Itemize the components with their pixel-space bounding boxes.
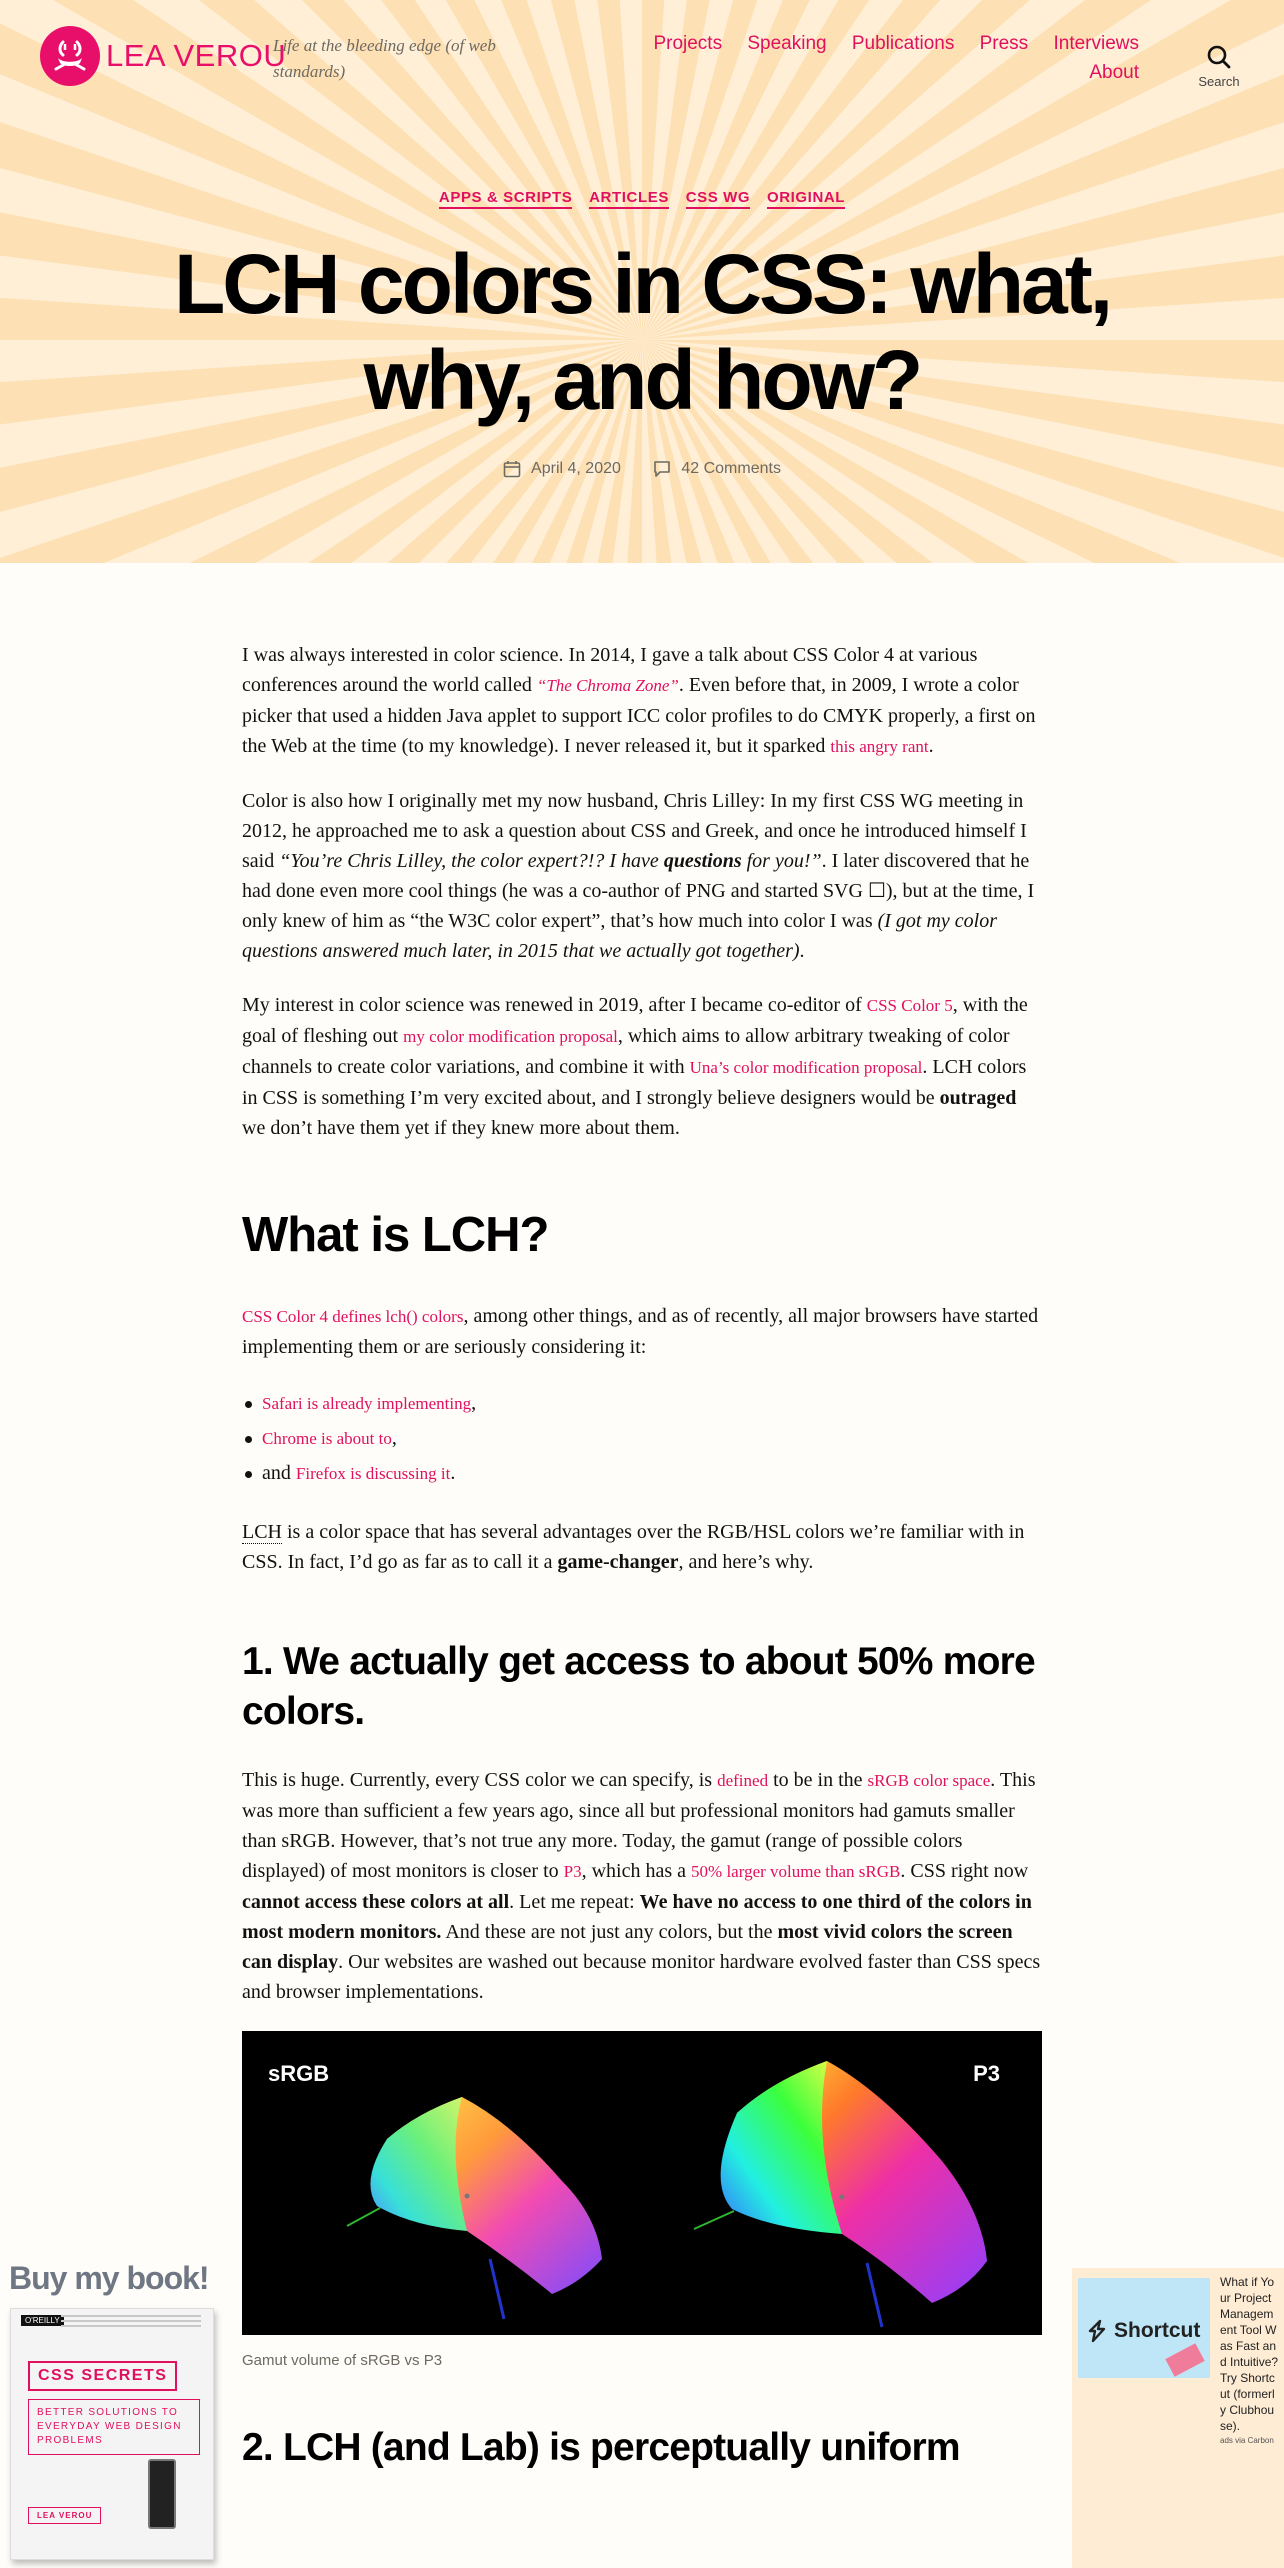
list-item	[242, 1456, 1042, 1491]
text: we don’t have them yet if they knew more about them.	[242, 1117, 680, 1139]
gamut-figure	[242, 2031, 1042, 2371]
text: , with the goal of fleshing out	[242, 994, 1028, 1047]
text: is a color space that has several advantages over the RGB/HSL colors we’re familiar with in CSS. In fact, I’d go as far as to call it a	[242, 1521, 1025, 1573]
site-name: LEA VEROU	[106, 38, 287, 73]
ad-image[interactable]	[1078, 2278, 1210, 2378]
abbr-lch: LCH	[242, 1521, 282, 1543]
article-body	[242, 640, 1042, 2501]
site-logo[interactable]	[40, 26, 286, 86]
eraser-illustration	[1165, 2343, 1204, 2377]
post-comments-text: 42 Comments	[681, 460, 781, 477]
figure-caption: Gamut volume of sRGB vs P3	[242, 2352, 443, 2369]
text: . CSS right now	[900, 1860, 1029, 1882]
section-heading: 2. LCH (and Lab) is perceptually uniform	[242, 2426, 960, 2469]
carbon-ad[interactable]	[1072, 2268, 1284, 2568]
ad-copy[interactable]	[1220, 2274, 1280, 2445]
comment-icon	[653, 460, 671, 478]
link-chroma-zone[interactable]	[537, 676, 679, 695]
paragraph	[242, 640, 1042, 762]
link-css-color-5[interactable]: CSS Color 5	[866, 996, 953, 1015]
post-title: LCH colors in CSS: what, why, and how?	[173, 237, 1111, 427]
ad-brand: Shortcut	[1114, 2319, 1201, 2342]
list-item	[242, 1421, 1042, 1456]
text: And these are not just any colors, but the	[441, 1921, 778, 1943]
shortcut-logo	[1084, 2318, 1200, 2344]
text: . This was more than sufficient a few years ago, since all but professional monitors had gamuts smaller than sRGB. However, that’s not true any more. Today, the gamut (range of possible colors displayed) of most monitors is closer to	[242, 1769, 1036, 1882]
category-original[interactable]: ORIGINAL	[767, 189, 845, 209]
post-date[interactable]	[503, 460, 621, 478]
text: , which has a	[581, 1860, 692, 1882]
link-p3[interactable]: P3	[563, 1862, 582, 1881]
phone-illustration	[148, 2459, 176, 2529]
book-subtitle: BETTER SOLUTIONS TO EVERYDAY WEB DESIGN PROBLEMS	[28, 2399, 200, 2455]
post-meta	[0, 460, 1284, 483]
nav-item-speaking[interactable]: Speaking	[747, 33, 827, 54]
search-button[interactable]	[1194, 44, 1244, 89]
text: ,	[391, 1427, 397, 1449]
quote	[279, 850, 821, 872]
site-tagline: Life at the bleeding edge (of web standards)	[273, 36, 496, 81]
gamut-illustration	[242, 2031, 1042, 2335]
primary-nav	[619, 29, 1139, 87]
nav-item-publications[interactable]: Publications	[851, 33, 955, 54]
text: , and here’s why.	[678, 1551, 814, 1573]
book-author: LEA VEROU	[28, 2507, 101, 2524]
text: My interest in color science was renewed in 2019, after I became co-editor of	[242, 994, 867, 1016]
text: (I got my color questions answered much later, in 2015 that we actually got together)	[242, 910, 998, 962]
text: Color is also how I originally met my now husband, Chris Lilley: In my first CSS WG meeting in 2012, he approached me to ask a question about CSS and Greek, and once he introduced himself I said	[242, 790, 1027, 872]
text: and	[262, 1462, 296, 1484]
link-safari[interactable]: Safari is already implementing	[262, 1394, 472, 1413]
text: “You’re Chris Lilley, the color expert?!? I have	[279, 850, 664, 872]
link-chrome[interactable]: Chrome is about to	[262, 1429, 392, 1448]
text: to be in the	[768, 1769, 868, 1791]
book-promo-heading: Buy my book!	[9, 2260, 209, 2296]
text: cannot access these colors at all	[242, 1891, 510, 1913]
link-defined[interactable]: defined	[717, 1771, 769, 1790]
text: game-changer	[557, 1551, 679, 1573]
link-srgb[interactable]: sRGB color space	[867, 1771, 991, 1790]
search-label: Search	[1198, 74, 1240, 89]
post-date-text: April 4, 2020	[531, 460, 621, 477]
paragraph	[242, 990, 1042, 1143]
calendar-icon	[503, 460, 521, 478]
nav-item-about[interactable]: About	[1089, 62, 1139, 83]
ad-attribution[interactable]: ads via Carbon	[1220, 2436, 1274, 2445]
text: .	[928, 735, 934, 757]
p3-label: P3	[973, 2061, 1000, 2086]
link-text: “The Chroma Zone”	[536, 676, 679, 695]
section-heading: What is LCH?	[242, 1208, 549, 1262]
text: . Our websites are washed out because monitor hardware evolved faster than CSS specs and browser implementations.	[242, 1951, 1041, 2003]
text: . Even before that, in 2009, I wrote a color picker that used a hidden Java applet to support ICC color profiles to do CMYK properly, a first on the Web at the time (to my knowledge). I never released it, but it sparked	[242, 674, 1036, 757]
text: questions	[663, 850, 742, 872]
list-item	[242, 1386, 1042, 1421]
ad-text: What if Your Project Management Tool Was Fast and Intuitive? Try Shortcut (formerly Clubhouse).	[1220, 2275, 1279, 2433]
text: I was always interested in color science. In 2014, I gave a talk about CSS Color 4 at various conferences around the world called	[242, 644, 978, 696]
nav-item-interviews[interactable]: Interviews	[1053, 33, 1139, 54]
post-comments-link[interactable]	[653, 460, 781, 478]
srgb-label: sRGB	[268, 2061, 330, 2086]
text: outraged	[939, 1087, 1017, 1109]
text: . I later discovered that he had done even more cool things (he was a co-author of PNG and started SVG ☐), but at the time, I only knew of him as “the W3C color expert”, that’s how much into color I was	[242, 850, 1035, 932]
paragraph	[242, 1765, 1042, 2007]
link-css-color-4-lch[interactable]: CSS Color 4 defines lch() colors	[242, 1307, 464, 1326]
text: This is huge. Currently, every CSS color we can specify, is	[242, 1769, 718, 1791]
category-articles[interactable]: ARTICLES	[589, 189, 669, 209]
text: .	[799, 940, 805, 962]
text: .	[450, 1462, 456, 1484]
text: ,	[471, 1392, 477, 1414]
book-promo[interactable]	[0, 2258, 222, 2568]
category-css-wg[interactable]: CSS WG	[686, 189, 750, 209]
post-categories	[0, 189, 1284, 206]
text: . LCH colors in CSS is something I’m very excited about, and I strongly believe designers would be	[242, 1056, 1027, 1109]
paragraph	[242, 1301, 1042, 1362]
text: most vivid colors the screen can display	[242, 1921, 1013, 1973]
link-angry-rant[interactable]: this angry rant	[830, 737, 929, 756]
publisher-logo: O'REILLY	[21, 2315, 64, 2326]
paragraph	[242, 786, 1042, 966]
link-color-modification-proposal[interactable]: my color modification proposal	[403, 1027, 618, 1046]
paragraph	[242, 1517, 1042, 1577]
link-firefox[interactable]: Firefox is discussing it	[295, 1464, 451, 1483]
text: We have no access to one third of the colors in most modern monitors.	[242, 1891, 1032, 1943]
text: , which aims to allow arbitrary tweaking of color channels to create color variations, and combine it with	[242, 1025, 1010, 1078]
site-header	[0, 0, 1284, 563]
category-apps-scripts[interactable]: APPS & SCRIPTS	[439, 189, 572, 209]
text: . Let me repeat:	[509, 1891, 640, 1913]
nav-item-projects[interactable]: Projects	[653, 33, 723, 54]
nav-item-press[interactable]: Press	[979, 33, 1029, 54]
browser-support-list	[242, 1386, 1042, 1491]
cover-decoration	[61, 2315, 201, 2329]
section-heading: 1. We actually get access to about 50% more colors.	[242, 1640, 1035, 1733]
text: for you!”	[741, 850, 822, 872]
book-title: CSS SECRETS	[28, 2361, 177, 2391]
logo-icon	[40, 26, 100, 86]
link-una-proposal[interactable]: Una’s color modification proposal	[689, 1058, 923, 1077]
link-p3-volume[interactable]: 50% larger volume than sRGB	[691, 1862, 901, 1881]
search-icon	[1206, 44, 1232, 70]
gamut-image	[242, 2031, 1042, 2335]
book-cover[interactable]	[10, 2308, 214, 2560]
text: , among other things, and as of recently, all major browsers have started implementing them or are seriously considering it:	[242, 1305, 1039, 1358]
shortcut-icon	[1084, 2318, 1110, 2344]
